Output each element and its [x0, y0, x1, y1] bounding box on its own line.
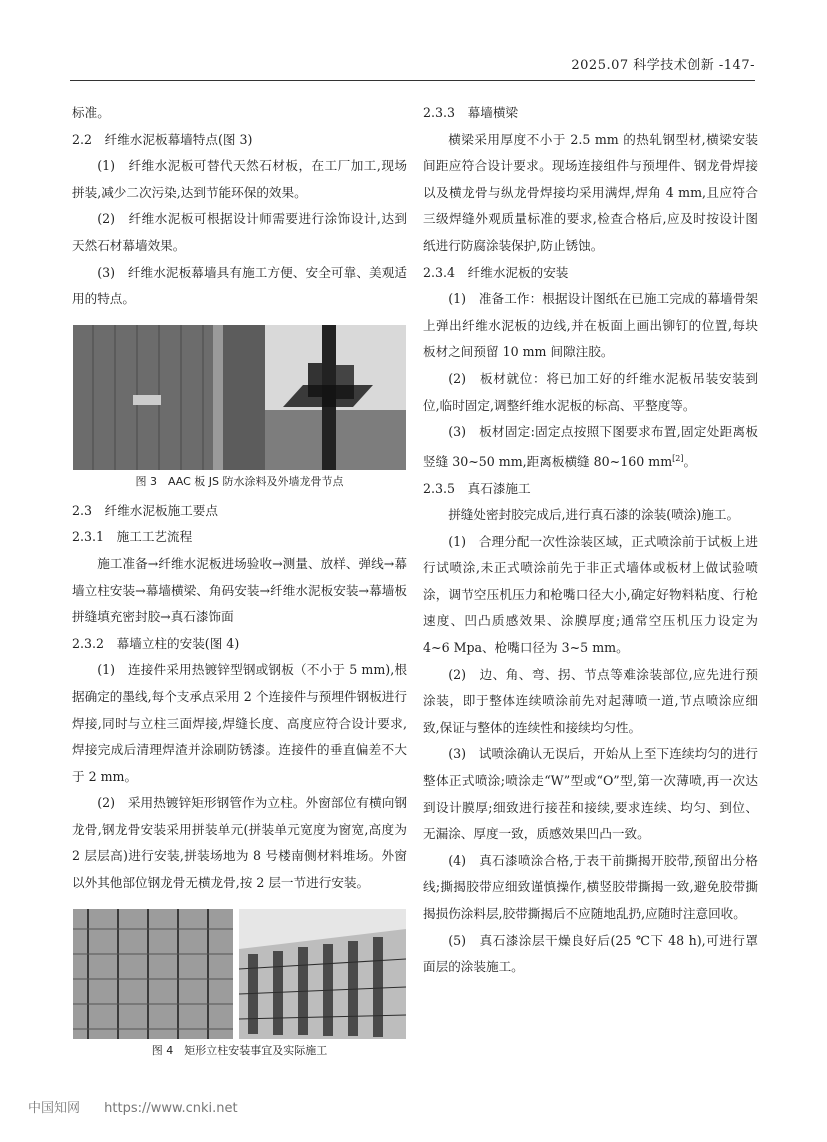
paragraph: (2) 边、角、弯、拐、节点等难涂装部位,应先进行预涂装，即于整体连续喷涂前先对起薄喷一道,节点喷涂应细致,保证与整体的连续性和接续均匀性。 — [423, 666, 758, 735]
citation: [2] — [672, 453, 684, 463]
footer-site: 中国知网 — [28, 1101, 81, 1116]
section-heading: 2.2 纤维水泥板幕墙特点(图 3) — [72, 131, 253, 147]
page-header: 2025.07 科学技术创新 -147- — [571, 58, 755, 73]
figure-4-caption: 图 4 矩形立柱安装事宜及实际施工 — [151, 1043, 328, 1057]
figure-3-image — [73, 325, 406, 470]
paragraph-end: 。 — [683, 453, 697, 469]
subsection-heading: 2.3.1 施工工艺流程 — [72, 529, 193, 545]
subsection-heading: 2.3.2 幕墙立柱的安装(图 4) — [72, 635, 240, 651]
paragraph: 拼缝处密封胶完成后,进行真石漆的涂装(喷涂)施工。 — [448, 507, 740, 523]
paragraph — [423, 419, 758, 475]
paragraph: (3) 纤维水泥板幕墙具有施工方便、安全可靠、美观适用的特点。 — [72, 264, 407, 307]
subsection-heading: 2.3.5 真石漆施工 — [423, 480, 531, 496]
paragraph: (2) 板材就位：将已加工好的纤维水泥板吊装安装到位,临时固定,调整纤维水泥板的标高、平整度等。 — [423, 370, 758, 413]
paragraph: 横梁采用厚度不小于 2.5 mm 的热轧钢型材,横梁安装间距应符合设计要求。现场连接组件与预埋件、钢龙骨焊接以及横龙骨与纵龙骨焊接均采用满焊,焊角 4 mm,且应符合三级焊缝外观质量标准的要求,检查合格后,应及时按设计图纸进行防腐涂装保护,防止锈蚀。 — [423, 131, 758, 253]
paragraph: (4) 真石漆喷涂合格,于表干前撕揭开胶带,预留出分格线;撕揭胶带应细致谨慎操作,横竖胶带撕揭一致,避免胶带撕揭损伤涂料层,胶带撕揭后不应随地乱扔,应随时注意回收。 — [423, 852, 758, 921]
paragraph: (2) 纤维水泥板可根据设计师需要进行涂饰设计,达到天然石材幕墙效果。 — [72, 211, 407, 253]
paragraph: (2) 采用热镀锌矩形钢管作为立柱。外窗部位有横向钢龙骨,钢龙骨安装采用拼装单元(拼装单元宽度为窗宽,高度为 2 层层高)进行安装,拼装场地为 8 号楼南侧材料堆场。外窗以外其他部位钢龙骨无横龙骨,按 2 层一节进行安装。 — [72, 795, 407, 891]
section-heading: 2.3 纤维水泥板施工要点 — [72, 502, 218, 518]
paragraph: (1) 连接件采用热镀锌型钢或钢板（不小于 5 mm),根据确定的墨线,每个支承点采用 2 个连接件与预埋件钢板进行焊接,同时与立柱三面焊接,焊缝长度、高度应符合设计要求,焊接完成后清理焊渣并涂刷防锈漆。连接件的垂直偏差不大于 2 mm。 — [72, 662, 407, 784]
paragraph: (1) 准备工作：根据设计图纸在已施工完成的幕墙骨架上弹出纤维水泥板的边线,并在板面上画出铆钉的位置,每块板材之间预留 10 mm 间隙注胶。 — [423, 291, 758, 360]
figure-4 — [72, 909, 407, 1061]
footer-watermark — [28, 1097, 258, 1116]
subsection-heading: 2.3.3 幕墙横梁 — [423, 105, 519, 120]
paragraph-text: (3) 板材固定:固定点按照下图要求布置,固定处距离板竖缝 30~50 mm,距离板横缝 80~160 mm — [423, 424, 758, 469]
right-column — [423, 100, 758, 981]
figure-3 — [72, 325, 407, 492]
paragraph: (1) 合理分配一次性涂装区域，正式喷涂前于试板上进行试喷涂,未正式喷涂前先于非正式墙体或板材上做试验喷涂，调节空压机压力和枪嘴口径大小,确定好物料粘度、行枪速度、凹凸质感效果、涂膜厚度;通常空压机压力设定为 4~6 Mpa、枪嘴口径为 3~5 mm。 — [423, 533, 758, 656]
paragraph: (5) 真石漆涂层干燥良好后(25 ℃下 48 h),可进行罩面层的涂装施工。 — [423, 932, 758, 975]
figure-4-image — [73, 909, 406, 1039]
left-column — [72, 100, 407, 1067]
footer-url[interactable]: https://www.cnki.net — [104, 1101, 238, 1116]
paragraph: 标准。 — [72, 105, 110, 120]
header-rule — [70, 80, 755, 81]
subsection-heading: 2.3.4 纤维水泥板的安装 — [423, 264, 569, 280]
paragraph: (3) 试喷涂确认无误后，开始从上至下连续均匀的进行整体正式喷涂;喷涂走“W”型或“O”型,第一次薄喷,再一次达到设计膜厚;细致进行接茬和接续,要求连续、均匀、到位、无漏涂、厚度一致，质感效果凹凸一致。 — [423, 746, 758, 842]
figure-3-caption: 图 3 AAC 板 JS 防水涂料及外墙龙骨节点 — [135, 474, 344, 488]
paragraph: (1) 纤维水泥板可替代天然石材板，在工厂加工,现场拼装,减少二次污染,达到节能环保的效果。 — [72, 158, 407, 200]
paragraph: 施工准备→纤维水泥板进场验收→测量、放样、弹线→幕墙立柱安装→幕墙横梁、角码安装→纤维水泥板安装→幕墙板拼缝填充密封胶→真石漆饰面 — [72, 555, 407, 625]
